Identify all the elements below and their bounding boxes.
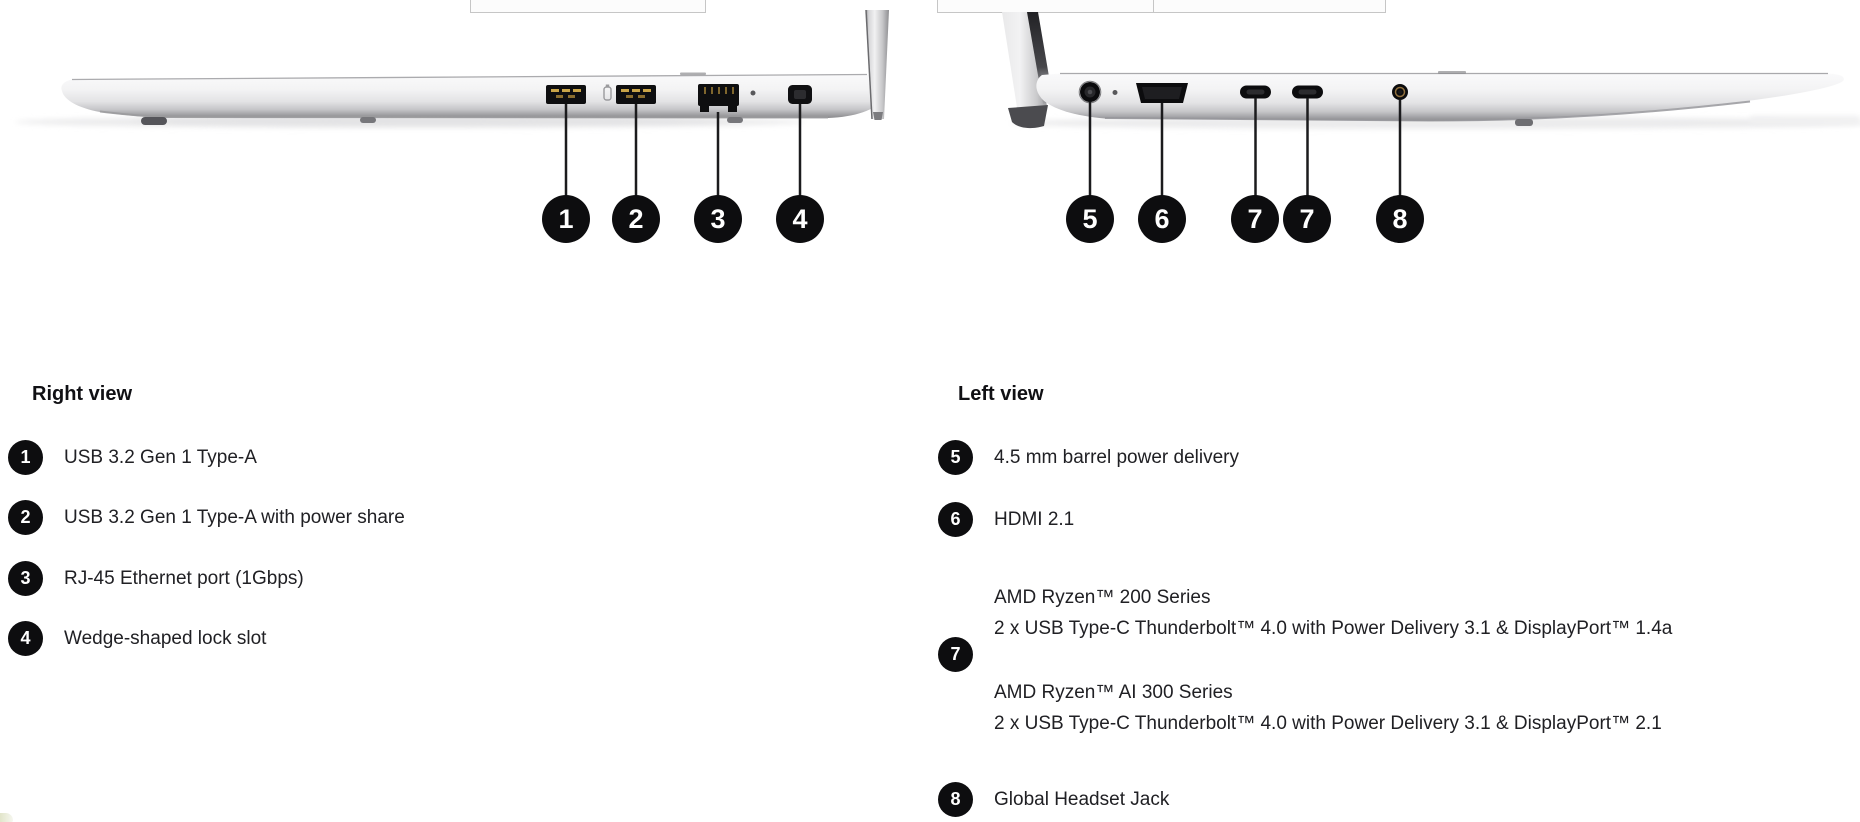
usb-c-port-icon [1240, 86, 1271, 99]
status-led-pinhole [751, 91, 756, 96]
legend-label: RJ-45 Ethernet port (1Gbps) [64, 567, 304, 589]
hdmi-port-icon [1136, 83, 1188, 103]
legend-label: USB 3.2 Gen 1 Type-A with power share [64, 506, 405, 528]
legend-label-line: 2 x USB Type-C Thunderbolt™ 4.0 with Power Delivery 3.1 & DisplayPort™ 1.4a [994, 618, 1673, 639]
callout-circle-4 [776, 195, 824, 243]
legend-item [8, 500, 405, 535]
laptop-foot [141, 117, 167, 125]
callout-number: 7 [1247, 203, 1263, 234]
callout-circle-7b [1283, 195, 1331, 243]
usb-c-port-icon [1292, 86, 1323, 99]
legend-item [8, 561, 304, 596]
right-view-heading: Right view [32, 383, 133, 405]
barrel-power-port-icon [1079, 81, 1101, 103]
usb-a-port-icon [546, 85, 586, 104]
laptop-foot [1515, 119, 1533, 126]
left-view-heading: Left view [958, 383, 1044, 405]
callout-number: 5 [1082, 203, 1098, 234]
callout-circle-2 [612, 195, 660, 243]
legend-label-line: 2 x USB Type-C Thunderbolt™ 4.0 with Power Delivery 3.1 & DisplayPort™ 2.1 [994, 713, 1662, 734]
callout-circle-3 [694, 195, 742, 243]
callout-circle-6 [1138, 195, 1186, 243]
legend-badge-2: 2 [8, 500, 43, 535]
legend-item [938, 440, 1239, 475]
callout-circle-7a [1231, 195, 1279, 243]
status-led-pinhole [1113, 90, 1118, 95]
legend-item [938, 502, 1074, 537]
legend-label: Wedge-shaped lock slot [64, 627, 267, 649]
legend-item [938, 782, 1169, 817]
legend-badge-1: 1 [8, 440, 43, 475]
callout-circle-8 [1376, 195, 1424, 243]
legend-badge-6: 6 [938, 502, 973, 537]
callout-circle-5 [1066, 195, 1114, 243]
callout-circle-1 [542, 195, 590, 243]
cropped-corner-artifact [0, 813, 13, 822]
legend-label-line: AMD Ryzen™ AI 300 Series [994, 682, 1233, 703]
laptop-body [61, 75, 883, 119]
callout-number: 8 [1392, 203, 1408, 234]
callout-number: 4 [792, 203, 808, 234]
callout-number: 2 [628, 203, 644, 234]
legend-label-line: AMD Ryzen™ 200 Series [994, 587, 1211, 608]
legend-badge-8: 8 [938, 782, 973, 817]
legend-badge-5: 5 [938, 440, 973, 475]
legend-badge-4: 4 [8, 621, 43, 656]
legend-label: Global Headset Jack [994, 788, 1170, 810]
legend-label-multiline [994, 582, 1672, 739]
legend-label: 4.5 mm barrel power delivery [994, 446, 1239, 468]
legend-badge-7: 7 [938, 637, 973, 672]
usb-a-port-icon [616, 85, 656, 104]
callout-number: 7 [1299, 203, 1315, 234]
callout-number: 1 [558, 203, 574, 234]
legend-label: HDMI 2.1 [994, 508, 1075, 530]
callout-number: 6 [1154, 203, 1170, 234]
legend-item [8, 621, 266, 656]
wedge-lock-slot-icon [788, 85, 812, 104]
headset-jack-icon [1392, 84, 1408, 100]
legend-badge-3: 3 [8, 561, 43, 596]
legend-item [8, 440, 257, 475]
callout-number: 3 [710, 203, 726, 234]
legend-label: USB 3.2 Gen 1 Type-A [64, 446, 257, 468]
